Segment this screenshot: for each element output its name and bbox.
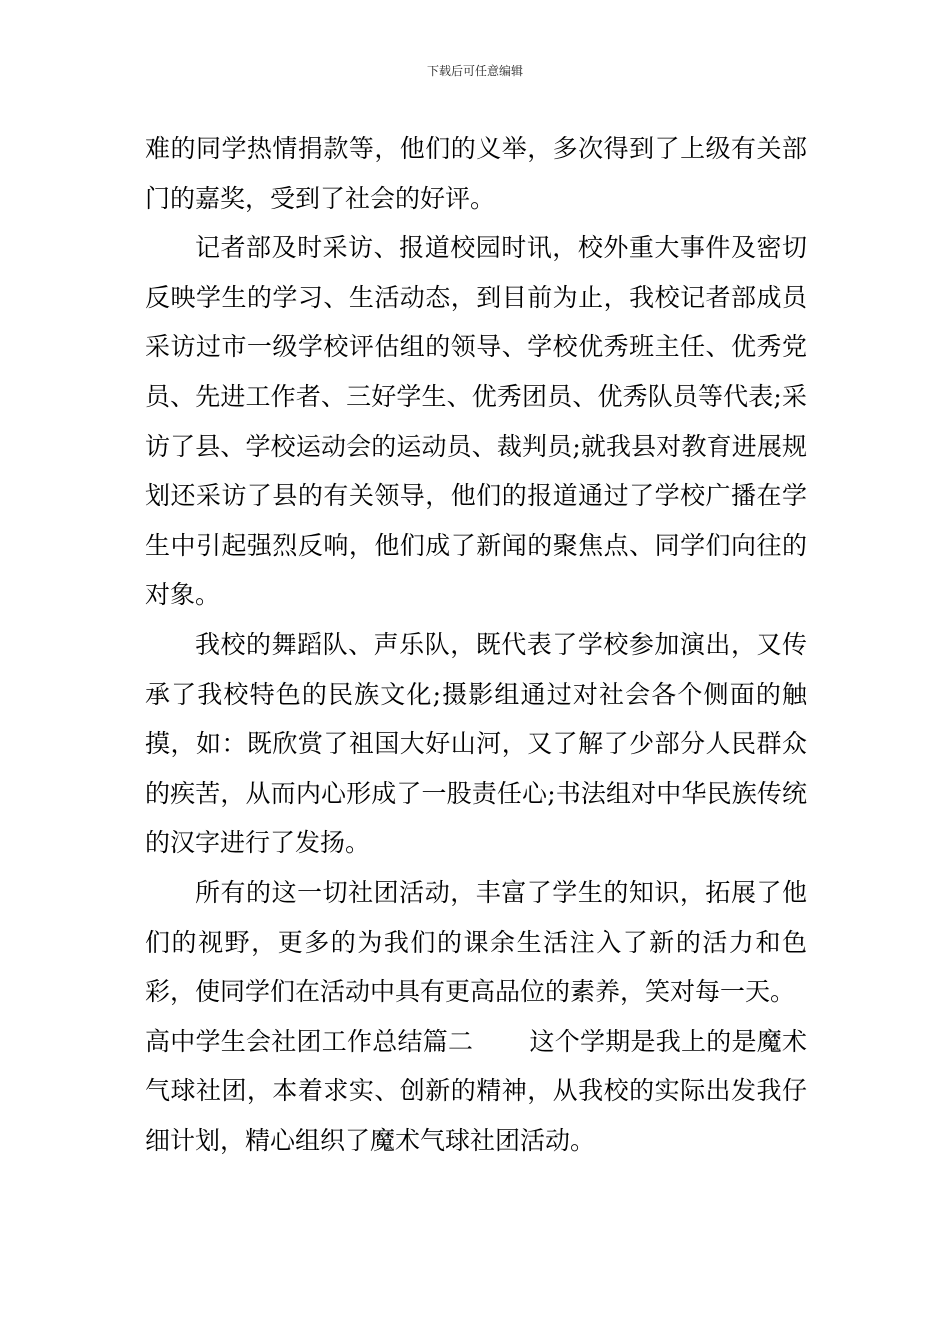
paragraph-performance-groups: 我校的舞蹈队、声乐队，既代表了学校参加演出，又传承了我校特色的民族文化;摄影组通过对社会各个侧面的触摸，如：既欣赏了祖国大好山河，又了解了少部分人民群众的疾苦，从而内心形成了一股责任心;书法组对中华民族传统的汉字进行了发扬。 bbox=[145, 629, 807, 858]
paragraph-summary: 所有的这一切社团活动，丰富了学生的知识，拓展了他们的视野，更多的为我们的课余生活注入了新的活力和色彩，使同学们在活动中具有更高品位的素养，笑对每一天。 bbox=[145, 877, 807, 1007]
page-header-note: 下载后可任意编辑 bbox=[426, 64, 523, 78]
paragraph-reporters: 记者部及时采访、报道校园时讯，校外重大事件及密切反映学生的学习、生活动态，到目前为止，我校记者部成员采访过市一级学校评估组的领导、学校优秀班主任、优秀党员、先进工作者、三好学生、优秀团员、优秀队员等代表;采访了县、学校运动会的运动员、裁判员;就我县对教育进展规划还采访了县的有关领导，他们的报道通过了学校广播在学生中引起强烈反响，他们成了新闻的聚焦点、同学们向往的对象。 bbox=[145, 233, 807, 610]
section-title: 高中学生会社团工作总结篇二 bbox=[145, 1026, 474, 1056]
section-two-paragraph bbox=[145, 1017, 807, 1166]
section-text: 这个学期是我上的是魔术气球社团，本着求实、创新的精神，从我校的实际出发我仔细计划，精心组织了魔术气球社团活动。 bbox=[145, 1026, 807, 1155]
paragraph-continuation: 难的同学热情捐款等，他们的义举，多次得到了上级有关部门的嘉奖，受到了社会的好评。 bbox=[145, 134, 807, 213]
document-body bbox=[145, 124, 807, 1165]
